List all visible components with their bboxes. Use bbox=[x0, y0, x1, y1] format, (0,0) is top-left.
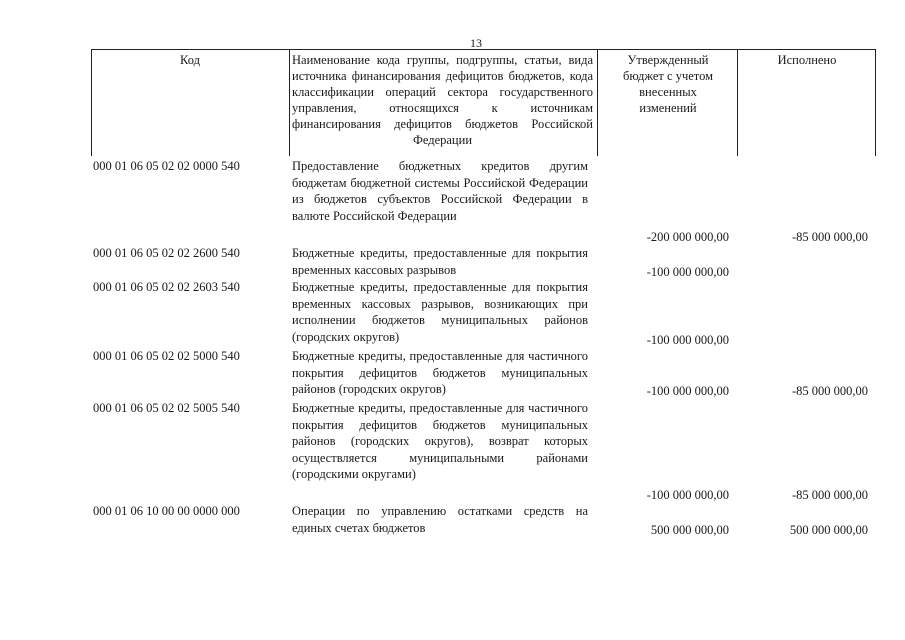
header-divider bbox=[875, 49, 876, 156]
row-code: 000 01 06 05 02 02 5005 540 bbox=[93, 401, 240, 415]
header-top-border bbox=[91, 49, 875, 50]
row-code: 000 01 06 05 02 02 5000 540 bbox=[93, 349, 240, 363]
row-executed: 500 000 000,00 bbox=[789, 523, 868, 537]
row-name: Операции по управлению остатками средств на единых счетах бюджетов bbox=[292, 504, 588, 535]
page-number: 13 bbox=[470, 36, 482, 50]
row-approved: -200 000 000,00 bbox=[646, 230, 729, 244]
header-approved: Утвержденный бюджет с учетом внесенных изменений bbox=[622, 53, 713, 115]
header-name: Наименование кода группы, подгруппы, статьи, вида источника финансирования дефицитов бюджетов, кода классификации операций сектора государственного управления, относящихся к источникам финансирования дефицитов бюджетов Российской Федерации bbox=[292, 53, 593, 147]
row-executed: -85 000 000,00 bbox=[791, 384, 868, 398]
row-name: Бюджетные кредиты, предоставленные для частичного покрытия дефицитов бюджетов муниципальных районов (городских округов) bbox=[292, 349, 588, 396]
row-executed: -85 000 000,00 bbox=[791, 230, 868, 244]
header-divider bbox=[737, 49, 738, 156]
row-approved: -100 000 000,00 bbox=[646, 265, 729, 279]
row-code: 000 01 06 10 00 00 0000 000 bbox=[93, 504, 240, 518]
row-name: Бюджетные кредиты, предоставленные для покрытия временных кассовых разрывов bbox=[292, 246, 588, 277]
row-code: 000 01 06 05 02 02 0000 540 bbox=[93, 159, 240, 173]
header-divider bbox=[597, 49, 598, 156]
header-code: Код bbox=[180, 53, 200, 67]
row-code: 000 01 06 05 02 02 2600 540 bbox=[93, 246, 240, 260]
row-executed: -85 000 000,00 bbox=[791, 488, 868, 502]
row-name: Предоставление бюджетных кредитов другим бюджетам бюджетной системы Российской Федерации из бюджетов субъектов Российской Федерации в валюте Российской Федерации bbox=[292, 159, 588, 223]
row-name: Бюджетные кредиты, предоставленные для покрытия временных кассовых разрывов, возникающих при исполнении бюджетов муниципальных районов (городских округов) bbox=[292, 280, 588, 344]
row-approved: -100 000 000,00 bbox=[646, 488, 729, 502]
row-approved: -100 000 000,00 bbox=[646, 333, 729, 347]
header-executed: Исполнено bbox=[777, 53, 837, 67]
row-approved: -100 000 000,00 bbox=[646, 384, 729, 398]
header-divider bbox=[289, 49, 290, 156]
row-code: 000 01 06 05 02 02 2603 540 bbox=[93, 280, 240, 294]
row-name: Бюджетные кредиты, предоставленные для частичного покрытия дефицитов бюджетов муниципальных районов (городских округов), возврат которых осуществляется муниципальными районами (городскими округами) bbox=[292, 401, 588, 481]
row-approved: 500 000 000,00 bbox=[650, 523, 729, 537]
